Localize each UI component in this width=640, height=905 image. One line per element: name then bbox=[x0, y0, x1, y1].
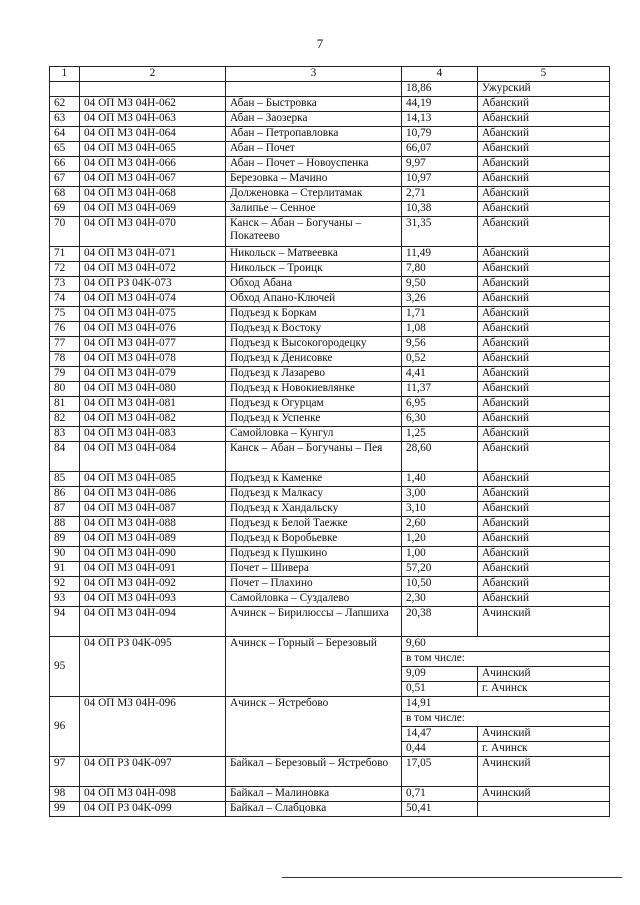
name-cell: Подъезд к Воробьевке bbox=[226, 532, 402, 547]
num-cell: 89 bbox=[50, 532, 80, 547]
district-cell: Абанский bbox=[478, 142, 610, 157]
table-row bbox=[50, 172, 610, 187]
code-cell: 04 ОП МЗ 04Н-084 bbox=[80, 442, 226, 472]
district-cell: Абанский bbox=[478, 217, 610, 247]
code-cell: 04 ОП РЗ 04К-073 bbox=[80, 277, 226, 292]
name-cell: Подъезд к Малкасу bbox=[226, 487, 402, 502]
district-cell: Ачинский bbox=[478, 757, 610, 787]
length-cell: 0,71 bbox=[402, 787, 478, 802]
code-cell: 04 ОП МЗ 04Н-090 bbox=[80, 547, 226, 562]
num-cell: 68 bbox=[50, 187, 80, 202]
length-cell: 10,97 bbox=[402, 172, 478, 187]
length-cell: 1,40 bbox=[402, 472, 478, 487]
length-cell: 0,44 bbox=[402, 742, 478, 757]
code-cell: 04 ОП МЗ 04Н-083 bbox=[80, 427, 226, 442]
name-cell: Почет – Шивера bbox=[226, 562, 402, 577]
num-cell: 83 bbox=[50, 427, 80, 442]
name-cell: Обход Абана bbox=[226, 277, 402, 292]
length-cell: 1,25 bbox=[402, 427, 478, 442]
district-cell: Абанский bbox=[478, 322, 610, 337]
length-cell: 1,71 bbox=[402, 307, 478, 322]
code-cell: 04 ОП МЗ 04Н-065 bbox=[80, 142, 226, 157]
table-row bbox=[50, 352, 610, 367]
code-cell: 04 ОП МЗ 04Н-068 bbox=[80, 187, 226, 202]
num-cell: 64 bbox=[50, 127, 80, 142]
name-cell: Подъезд к Хандальску bbox=[226, 502, 402, 517]
table-row bbox=[50, 187, 610, 202]
name-cell: Подъезд к Огурцам bbox=[226, 397, 402, 412]
district-cell: Абанский bbox=[478, 577, 610, 592]
length-cell: 6,30 bbox=[402, 412, 478, 427]
table-row bbox=[50, 112, 610, 127]
page-number: 7 bbox=[316, 36, 324, 51]
table-row bbox=[50, 157, 610, 172]
district-cell: Абанский bbox=[478, 157, 610, 172]
name-cell: Самойловка – Суздалево bbox=[226, 592, 402, 607]
name-cell: Ачинск – Горный – Березовый bbox=[226, 637, 402, 697]
district-cell: Абанский bbox=[478, 97, 610, 112]
num-cell: 92 bbox=[50, 577, 80, 592]
district-cell: Абанский bbox=[478, 592, 610, 607]
length-cell: 10,50 bbox=[402, 577, 478, 592]
district-cell: Абанский bbox=[478, 247, 610, 262]
length-cell: 7,80 bbox=[402, 262, 478, 277]
num-cell: 97 bbox=[50, 757, 80, 787]
district-cell bbox=[478, 802, 610, 817]
name-cell: Абан – Заозерка bbox=[226, 112, 402, 127]
length-cell: 31,35 bbox=[402, 217, 478, 247]
num-cell: 76 bbox=[50, 322, 80, 337]
footer-rule bbox=[282, 877, 622, 878]
num-cell: 91 bbox=[50, 562, 80, 577]
code-cell: 04 ОП МЗ 04Н-064 bbox=[80, 127, 226, 142]
num-cell: 79 bbox=[50, 367, 80, 382]
code-cell: 04 ОП МЗ 04Н-098 bbox=[80, 787, 226, 802]
length-cell: 0,52 bbox=[402, 352, 478, 367]
code-cell: 04 ОП РЗ 04К-099 bbox=[80, 802, 226, 817]
name-cell: Абан – Почет – Новоуспенка bbox=[226, 157, 402, 172]
code-cell: 04 ОП МЗ 04Н-096 bbox=[80, 697, 226, 757]
length-total-cell: 9,60 bbox=[402, 637, 610, 652]
code-cell: 04 ОП МЗ 04Н-081 bbox=[80, 397, 226, 412]
num-cell: 71 bbox=[50, 247, 80, 262]
num-cell: 93 bbox=[50, 592, 80, 607]
district-cell: Абанский bbox=[478, 367, 610, 382]
code-cell: 04 ОП МЗ 04Н-062 bbox=[80, 97, 226, 112]
code-cell: 04 ОП МЗ 04Н-085 bbox=[80, 472, 226, 487]
name-cell: Ачинск – Бирилюссы – Лапшиха bbox=[226, 607, 402, 637]
num-cell: 69 bbox=[50, 202, 80, 217]
table-row bbox=[50, 307, 610, 322]
road-registry-table bbox=[49, 66, 610, 817]
length-cell: 17,05 bbox=[402, 757, 478, 787]
num-cell: 73 bbox=[50, 277, 80, 292]
num-cell: 72 bbox=[50, 262, 80, 277]
name-cell: Подъезд к Востоку bbox=[226, 322, 402, 337]
name-cell: Ачинск – Ястребово bbox=[226, 697, 402, 757]
length-cell: 14,47 bbox=[402, 727, 478, 742]
code-cell: 04 ОП РЗ 04К-097 bbox=[80, 757, 226, 787]
num-cell: 75 bbox=[50, 307, 80, 322]
table-row bbox=[50, 142, 610, 157]
code-cell: 04 ОП РЗ 04К-095 bbox=[80, 637, 226, 697]
num-cell: 78 bbox=[50, 352, 80, 367]
code-cell: 04 ОП МЗ 04Н-067 bbox=[80, 172, 226, 187]
table-row bbox=[50, 202, 610, 217]
district-cell: Абанский bbox=[478, 547, 610, 562]
district-cell: Абанский bbox=[478, 517, 610, 532]
num-cell: 63 bbox=[50, 112, 80, 127]
table-row bbox=[50, 277, 610, 292]
district-cell: Абанский bbox=[478, 502, 610, 517]
num-cell: 65 bbox=[50, 142, 80, 157]
code-cell: 04 ОП МЗ 04Н-070 bbox=[80, 217, 226, 247]
table-row bbox=[50, 607, 610, 637]
name-cell: Подъезд к Лазарево bbox=[226, 367, 402, 382]
code-cell: 04 ОП МЗ 04Н-080 bbox=[80, 382, 226, 397]
district-cell: Абанский bbox=[478, 397, 610, 412]
table-row bbox=[50, 577, 610, 592]
name-cell: Никольск – Матвеевка bbox=[226, 247, 402, 262]
length-cell: 14,13 bbox=[402, 112, 478, 127]
name-cell: Подъезд к Белой Таежке bbox=[226, 517, 402, 532]
code-cell: 04 ОП МЗ 04Н-089 bbox=[80, 532, 226, 547]
header-cell: 3 bbox=[226, 67, 402, 82]
name-cell: Канск – Абан – Богучаны – Покатеево bbox=[226, 217, 402, 247]
table-row bbox=[50, 517, 610, 532]
num-cell: 82 bbox=[50, 412, 80, 427]
name-cell: Залипье – Сенное bbox=[226, 202, 402, 217]
table-row bbox=[50, 802, 610, 817]
table-row bbox=[50, 637, 610, 652]
code-cell: 04 ОП МЗ 04Н-066 bbox=[80, 157, 226, 172]
table-row bbox=[50, 562, 610, 577]
code-cell: 04 ОП МЗ 04Н-086 bbox=[80, 487, 226, 502]
code-cell: 04 ОП МЗ 04Н-069 bbox=[80, 202, 226, 217]
name-cell: Самойловка – Кунгул bbox=[226, 427, 402, 442]
num-cell: 77 bbox=[50, 337, 80, 352]
length-cell: 9,97 bbox=[402, 157, 478, 172]
table-header-row bbox=[50, 67, 610, 82]
header-cell: 2 bbox=[80, 67, 226, 82]
length-cell: 3,10 bbox=[402, 502, 478, 517]
code-cell: 04 ОП МЗ 04Н-075 bbox=[80, 307, 226, 322]
district-cell: Абанский bbox=[478, 562, 610, 577]
code-cell: 04 ОП МЗ 04Н-082 bbox=[80, 412, 226, 427]
including-label: в том числе: bbox=[402, 712, 610, 727]
num-cell: 99 bbox=[50, 802, 80, 817]
code-cell: 04 ОП МЗ 04Н-079 bbox=[80, 367, 226, 382]
num-cell: 90 bbox=[50, 547, 80, 562]
district-cell: Абанский bbox=[478, 112, 610, 127]
code-cell: 04 ОП МЗ 04Н-093 bbox=[80, 592, 226, 607]
code-cell: 04 ОП МЗ 04Н-074 bbox=[80, 292, 226, 307]
code-cell: 04 ОП МЗ 04Н-063 bbox=[80, 112, 226, 127]
length-cell: 9,50 bbox=[402, 277, 478, 292]
name-cell: Обход Апано-Ключей bbox=[226, 292, 402, 307]
table-row bbox=[50, 127, 610, 142]
code-cell: 04 ОП МЗ 04Н-088 bbox=[80, 517, 226, 532]
district-cell: Ачинский bbox=[478, 667, 610, 682]
name-cell bbox=[226, 82, 402, 97]
length-cell: 6,95 bbox=[402, 397, 478, 412]
district-cell: Абанский bbox=[478, 382, 610, 397]
district-cell: Абанский bbox=[478, 127, 610, 142]
table-row bbox=[50, 367, 610, 382]
num-cell: 86 bbox=[50, 487, 80, 502]
length-cell: 28,60 bbox=[402, 442, 478, 472]
length-cell: 1,00 bbox=[402, 547, 478, 562]
name-cell: Абан – Быстровка bbox=[226, 97, 402, 112]
header-cell: 5 bbox=[478, 67, 610, 82]
num-cell: 84 bbox=[50, 442, 80, 472]
continuation-row bbox=[50, 82, 610, 97]
code-cell: 04 ОП МЗ 04Н-077 bbox=[80, 337, 226, 352]
table-row bbox=[50, 247, 610, 262]
length-total-cell: 14,91 bbox=[402, 697, 610, 712]
length-cell: 3,26 bbox=[402, 292, 478, 307]
table-row bbox=[50, 487, 610, 502]
table-row bbox=[50, 382, 610, 397]
district-cell: Ужурский bbox=[478, 82, 610, 97]
num-cell: 88 bbox=[50, 517, 80, 532]
length-cell: 66,07 bbox=[402, 142, 478, 157]
length-cell: 9,09 bbox=[402, 667, 478, 682]
code-cell: 04 ОП МЗ 04Н-092 bbox=[80, 577, 226, 592]
length-cell: 4,41 bbox=[402, 367, 478, 382]
length-cell: 2,30 bbox=[402, 592, 478, 607]
district-cell: Абанский bbox=[478, 337, 610, 352]
code-cell: 04 ОП МЗ 04Н-078 bbox=[80, 352, 226, 367]
name-cell: Канск – Абан – Богучаны – Пея bbox=[226, 442, 402, 472]
num-cell: 95 bbox=[50, 637, 80, 697]
name-cell: Подъезд к Боркам bbox=[226, 307, 402, 322]
num-cell: 66 bbox=[50, 157, 80, 172]
header-cell: 1 bbox=[50, 67, 80, 82]
district-cell: Абанский bbox=[478, 172, 610, 187]
length-cell: 9,56 bbox=[402, 337, 478, 352]
table-row bbox=[50, 292, 610, 307]
district-cell: Абанский bbox=[478, 412, 610, 427]
name-cell: Подъезд к Каменке bbox=[226, 472, 402, 487]
table-row bbox=[50, 502, 610, 517]
district-cell: Абанский bbox=[478, 292, 610, 307]
num-cell: 62 bbox=[50, 97, 80, 112]
code-cell: 04 ОП МЗ 04Н-071 bbox=[80, 247, 226, 262]
name-cell: Байкал – Березовый – Ястребово bbox=[226, 757, 402, 787]
name-cell: Байкал – Слабцовка bbox=[226, 802, 402, 817]
name-cell: Подъезд к Высокогородецку bbox=[226, 337, 402, 352]
code-cell bbox=[80, 82, 226, 97]
num-cell: 70 bbox=[50, 217, 80, 247]
district-cell: Ачинский bbox=[478, 607, 610, 637]
table-row bbox=[50, 397, 610, 412]
table-row bbox=[50, 547, 610, 562]
length-cell: 10,38 bbox=[402, 202, 478, 217]
table-row bbox=[50, 427, 610, 442]
district-cell: г. Ачинск bbox=[478, 742, 610, 757]
length-cell: 0,51 bbox=[402, 682, 478, 697]
district-cell: Абанский bbox=[478, 202, 610, 217]
length-cell: 1,20 bbox=[402, 532, 478, 547]
district-cell: Абанский bbox=[478, 277, 610, 292]
name-cell: Подъезд к Пушкино bbox=[226, 547, 402, 562]
code-cell: 04 ОП МЗ 04Н-076 bbox=[80, 322, 226, 337]
code-cell: 04 ОП МЗ 04Н-091 bbox=[80, 562, 226, 577]
name-cell: Абан – Почет bbox=[226, 142, 402, 157]
length-cell: 1,08 bbox=[402, 322, 478, 337]
table-row bbox=[50, 412, 610, 427]
name-cell: Подъезд к Успенке bbox=[226, 412, 402, 427]
table-row bbox=[50, 322, 610, 337]
district-cell: Ачинский bbox=[478, 787, 610, 802]
name-cell: Долженовка – Стерлитамак bbox=[226, 187, 402, 202]
name-cell: Почет – Плахино bbox=[226, 577, 402, 592]
table-row bbox=[50, 262, 610, 277]
length-cell: 20,38 bbox=[402, 607, 478, 637]
table-row bbox=[50, 472, 610, 487]
length-cell: 50,41 bbox=[402, 802, 478, 817]
including-label: в том числе: bbox=[402, 652, 610, 667]
table-row bbox=[50, 442, 610, 472]
num-cell: 67 bbox=[50, 172, 80, 187]
length-cell: 10,79 bbox=[402, 127, 478, 142]
district-cell: Абанский bbox=[478, 472, 610, 487]
district-cell: Абанский bbox=[478, 352, 610, 367]
length-cell: 57,20 bbox=[402, 562, 478, 577]
length-cell: 44,19 bbox=[402, 97, 478, 112]
table-row bbox=[50, 592, 610, 607]
length-cell: 2,71 bbox=[402, 187, 478, 202]
district-cell: Абанский bbox=[478, 442, 610, 472]
length-cell: 3,00 bbox=[402, 487, 478, 502]
district-cell: Абанский bbox=[478, 532, 610, 547]
header-cell: 4 bbox=[402, 67, 478, 82]
name-cell: Абан – Петропавловка bbox=[226, 127, 402, 142]
length-cell: 11,49 bbox=[402, 247, 478, 262]
num-cell: 98 bbox=[50, 787, 80, 802]
district-cell: Абанский bbox=[478, 307, 610, 322]
name-cell: Байкал – Малиновка bbox=[226, 787, 402, 802]
district-cell: Ачинский bbox=[478, 727, 610, 742]
district-cell: Абанский bbox=[478, 427, 610, 442]
num-cell: 87 bbox=[50, 502, 80, 517]
table-row bbox=[50, 217, 610, 247]
table-row bbox=[50, 532, 610, 547]
num-cell bbox=[50, 82, 80, 97]
district-cell: Абанский bbox=[478, 262, 610, 277]
name-cell: Подъезд к Денисовке bbox=[226, 352, 402, 367]
name-cell: Никольск – Троицк bbox=[226, 262, 402, 277]
district-cell: Абанский bbox=[478, 187, 610, 202]
length-cell: 11,37 bbox=[402, 382, 478, 397]
num-cell: 94 bbox=[50, 607, 80, 637]
num-cell: 80 bbox=[50, 382, 80, 397]
num-cell: 81 bbox=[50, 397, 80, 412]
table-row bbox=[50, 787, 610, 802]
table-row bbox=[50, 337, 610, 352]
table-row bbox=[50, 97, 610, 112]
district-cell: Абанский bbox=[478, 487, 610, 502]
code-cell: 04 ОП МЗ 04Н-072 bbox=[80, 262, 226, 277]
length-cell: 18,86 bbox=[402, 82, 478, 97]
num-cell: 74 bbox=[50, 292, 80, 307]
num-cell: 85 bbox=[50, 472, 80, 487]
code-cell: 04 ОП МЗ 04Н-094 bbox=[80, 607, 226, 637]
code-cell: 04 ОП МЗ 04Н-087 bbox=[80, 502, 226, 517]
table-row bbox=[50, 697, 610, 712]
name-cell: Березовка – Мачино bbox=[226, 172, 402, 187]
district-cell: г. Ачинск bbox=[478, 682, 610, 697]
num-cell: 96 bbox=[50, 697, 80, 757]
name-cell: Подъезд к Новокиевлянке bbox=[226, 382, 402, 397]
length-cell: 2,60 bbox=[402, 517, 478, 532]
table-row bbox=[50, 757, 610, 787]
